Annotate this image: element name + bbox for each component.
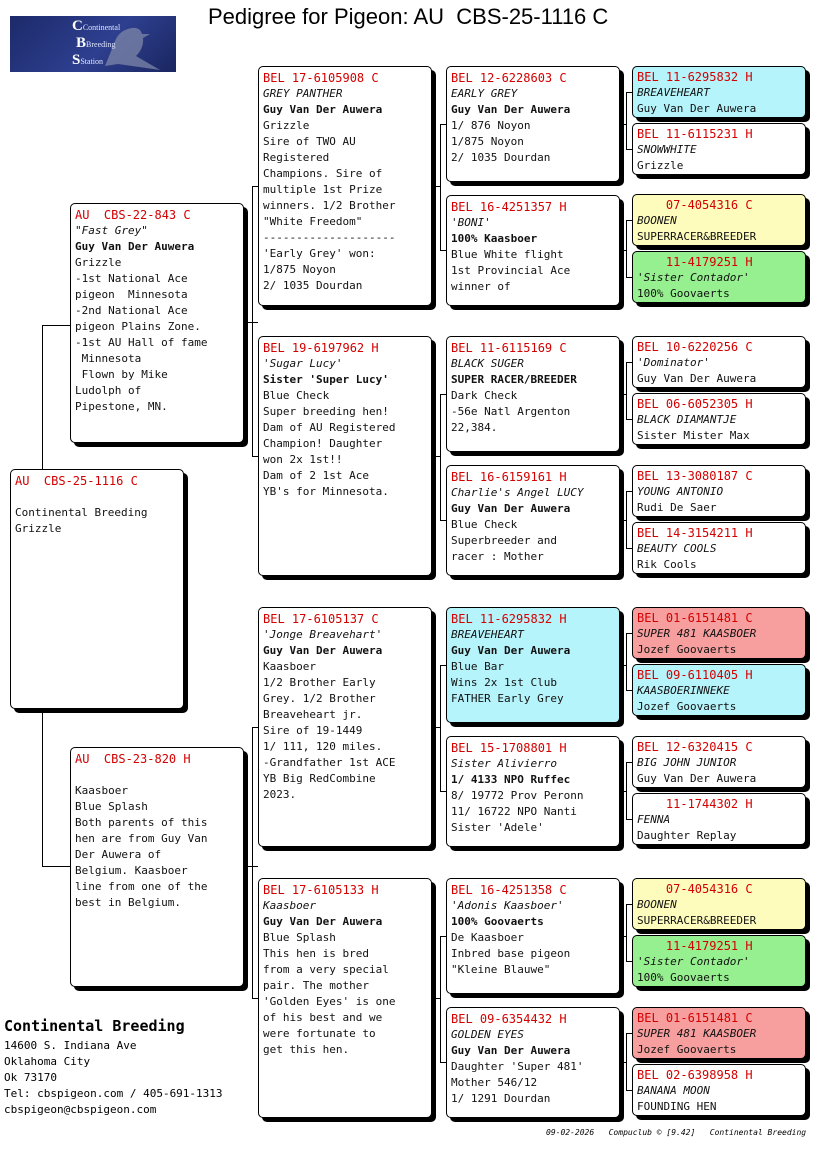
gen4-ancestor-card[interactable]: [632, 66, 806, 118]
breeder-name: Grizzle: [637, 159, 684, 172]
ring-number: BEL 14-3154211 H: [637, 526, 753, 540]
logo-word-2: BBreeding: [76, 35, 116, 51]
pigeon-name: BANANA MOON: [637, 1084, 710, 1097]
contact-line[interactable]: Tel: cbspigeon.com / 405-691-1313: [4, 1087, 223, 1100]
breeder-name: Sister 'Super Lucy': [263, 373, 389, 386]
ring-number: BEL 12-6320415 C: [637, 740, 753, 754]
ring-number: 11-1744302 H: [637, 797, 753, 811]
ring-number: 11-4179251 H: [637, 255, 753, 269]
pigeon-name: BEAUTY COOLS: [637, 542, 717, 555]
ring-number: BEL 16-4251357 H: [451, 200, 567, 214]
ring-number: BEL 10-6220256 C: [637, 340, 753, 354]
breeder-name: Daughter Replay: [637, 829, 737, 842]
great-grandparent-card[interactable]: [446, 736, 620, 847]
pedigree-connector-line: [626, 362, 627, 419]
logo-word-1: CContinental: [72, 18, 121, 34]
pigeon-name: FENNA: [637, 813, 671, 826]
pigeon-description: Grizzle -1st National Ace pigeon Minnesota -2nd National Ace pigeon Plains Zone. -1st AU Hall of fame Minnesota Flown by Mike Ludolph of Pipestone, MN.: [75, 256, 208, 413]
ring-number: AU CBS-22-843 C: [75, 208, 191, 222]
email-line[interactable]: cbspigeon@cbspigeon.com: [4, 1103, 157, 1116]
great-grandparent-card[interactable]: [446, 878, 620, 994]
subject-pigeon-card[interactable]: [10, 469, 184, 709]
pedigree-connector-line: [440, 936, 441, 1062]
pigeon-name: SUPER 481 KAASBOER: [637, 627, 757, 640]
pigeon-name: BOONEN: [637, 898, 677, 911]
great-grandparent-card[interactable]: [446, 195, 620, 306]
great-grandparent-card[interactable]: [446, 1007, 620, 1118]
ring-number: BEL 16-4251358 C: [451, 883, 567, 897]
breeder-name: Jozef Goovaerts: [637, 1043, 737, 1056]
pedigree-connector-line: [626, 762, 627, 819]
ring-number: AU CBS-23-820 H: [75, 752, 191, 766]
ring-number: BEL 09-6354432 H: [451, 1012, 567, 1026]
gen4-ancestor-card[interactable]: [632, 336, 806, 388]
breeder-name: Guy Van Der Auwera: [637, 772, 757, 785]
pigeon-description: Continental Breeding Grizzle: [15, 506, 148, 535]
breeder-name: 100% Goovaerts: [451, 915, 544, 928]
breeder-name: SUPERRACER&BREEDER: [637, 230, 757, 243]
gen4-ancestor-card[interactable]: [632, 736, 806, 788]
breeder-name: 100% Kaasboer: [451, 232, 538, 245]
pigeon-name: BOONEN: [637, 214, 677, 227]
pigeon-description: Blue Splash This hen is bred from a very special pair. The mother 'Golden Eyes' is one of his best and we were fortunate to get this hen.: [263, 931, 396, 1056]
address-line: Oklahoma City: [4, 1055, 91, 1068]
gen4-ancestor-card[interactable]: [632, 793, 806, 845]
pigeon-description: Blue Check Super breeding hen! Dam of AU Registered Champion! Daughter won 2x 1st!! Dam of 2 1st Ace YB's for Minnesota.: [263, 389, 396, 498]
pigeon-name: 'Sister Contador': [637, 955, 750, 968]
pigeon-name: GREY PANTHER: [263, 87, 343, 100]
pedigree-connector-line: [626, 904, 627, 961]
grandparent-card[interactable]: [258, 66, 432, 306]
ring-number: 07-4054316 C: [637, 882, 753, 896]
ring-number: 07-4054316 C: [637, 198, 753, 212]
page-title: Pedigree for Pigeon: AU CBS-25-1116 C: [208, 4, 609, 29]
grandparent-card[interactable]: [258, 607, 432, 847]
pedigree-connector-line: [432, 186, 440, 187]
pigeon-description: Kaasboer 1/2 Brother Early Grey. 1/2 Brother Breaveheart jr. Sire of 19-1449 1/ 111, 120 miles. -Grandfather 1st ACE YB Big RedCombine 2023.: [263, 660, 396, 801]
pigeon-description: 1/ 876 Noyon 1/875 Noyon 2/ 1035 Dourdan: [451, 119, 551, 164]
pigeon-description: De Kaasboer Inbred base pigeon "Kleine Blauwe": [451, 931, 571, 976]
breeder-name: Guy Van Der Auwera: [637, 372, 757, 385]
breeder-name: 100% Goovaerts: [637, 287, 730, 300]
pedigree-connector-line: [440, 665, 441, 791]
ring-number: BEL 01-6151481 C: [637, 611, 753, 625]
pigeon-name: 'Dominator': [637, 356, 710, 369]
pigeon-description: 8/ 19772 Prov Peronn 11/ 16722 NPO Nanti Sister 'Adele': [451, 789, 584, 834]
gen4-ancestor-card[interactable]: [632, 1064, 806, 1116]
pigeon-name: BLACK DIAMANTJE: [637, 413, 737, 426]
pedigree-connector-line: [244, 866, 258, 867]
pigeon-name: "Fast Grey": [75, 224, 148, 237]
ring-number: 11-4179251 H: [637, 939, 753, 953]
ring-number: BEL 11-6115169 C: [451, 341, 567, 355]
breeder-name: 1/ 4133 NPO Ruffec: [451, 773, 571, 786]
pigeon-description: Daughter 'Super 481' Mother 546/12 1/ 1291 Dourdan: [451, 1060, 584, 1105]
ring-number: BEL 01-6151481 C: [637, 1011, 753, 1025]
gen4-ancestor-card[interactable]: [632, 465, 806, 517]
pigeon-name: YOUNG ANTONIO: [637, 485, 724, 498]
address-line: 14600 S. Indiana Ave: [4, 1039, 137, 1052]
ring-number: BEL 11-6295832 H: [451, 612, 567, 626]
gen4-ancestor-card[interactable]: [632, 393, 806, 445]
pigeon-name: SUPER 481 KAASBOER: [637, 1027, 757, 1040]
station-logo: [10, 16, 176, 72]
pedigree-connector-line: [440, 394, 441, 520]
gen4-ancestor-card[interactable]: [632, 522, 806, 574]
pigeon-description: Kaasboer Blue Splash Both parents of this hen are from Guy Van Der Auwera of Belgium. Kaasboer line from one of the best in Belgium.: [75, 784, 208, 909]
gen4-ancestor-card[interactable]: [632, 1007, 806, 1059]
pigeon-name: SNOWWHITE: [637, 143, 697, 156]
pedigree-connector-line: [42, 325, 43, 469]
ring-number: BEL 11-6115231 H: [637, 127, 753, 141]
ring-number: BEL 06-6052305 H: [637, 397, 753, 411]
pigeon-name: GOLDEN EYES: [451, 1028, 524, 1041]
pigeon-description: Blue Check Superbreeder and racer : Mother: [451, 518, 557, 563]
address-line: Ok 73170: [4, 1071, 57, 1084]
gen4-ancestor-card[interactable]: [632, 123, 806, 175]
gen4-ancestor-card[interactable]: [632, 251, 806, 303]
pedigree-connector-line: [252, 727, 253, 998]
pigeon-description: Grizzle Sire of TWO AU Registered Champions. Sire of multiple 1st Prize winners. 1/2 Brother "White Freedom" -------------------- 'Early Grey' won: 1/875 Noyon 2/ 1035 Dourdan: [263, 119, 396, 292]
breeder-name: FOUNDING HEN: [637, 1100, 717, 1113]
gen4-ancestor-card[interactable]: [632, 878, 806, 930]
pedigree-connector-line: [440, 124, 441, 250]
ring-number: BEL 11-6295832 H: [637, 70, 753, 84]
pigeon-name: Kaasboer: [263, 899, 316, 912]
ring-number: BEL 16-6159161 H: [451, 470, 567, 484]
great-grandparent-card[interactable]: [446, 465, 620, 576]
ring-number: AU CBS-25-1116 C: [15, 474, 138, 488]
pigeon-name: KAASBOERINNEKE: [637, 684, 730, 697]
pedigree-connector-line: [432, 456, 440, 457]
breeder-name: Guy Van Der Auwera: [75, 240, 195, 253]
breeder-contact-block: [4, 1018, 223, 1118]
grandparent-card[interactable]: [258, 336, 432, 576]
pigeon-name: Charlie's Angel LUCY: [451, 486, 584, 499]
breeder-name: Guy Van Der Auwera: [263, 103, 383, 116]
ring-number: BEL 17-6105137 C: [263, 612, 379, 626]
breeder-name: Guy Van Der Auwera: [263, 915, 383, 928]
ring-number: BEL 17-6105908 C: [263, 71, 379, 85]
pedigree-connector-line: [626, 92, 627, 149]
pigeon-name: 'Adonis Kaasboer': [451, 899, 564, 912]
pigeon-name: 'Sister Contador': [637, 271, 750, 284]
sire-card[interactable]: [70, 203, 244, 443]
pedigree-connector-line: [42, 325, 70, 326]
pedigree-connector-line: [432, 727, 440, 728]
breeder-name: Guy Van Der Auwera: [263, 644, 383, 657]
ring-number: BEL 13-3080187 C: [637, 469, 753, 483]
pigeon-name: 'Jonge Breavehart': [263, 628, 383, 641]
pedigree-connector-line: [626, 1033, 627, 1090]
pedigree-connector-line: [626, 633, 627, 690]
pedigree-connector-line: [42, 866, 70, 867]
gen4-ancestor-card[interactable]: [632, 194, 806, 246]
breeder-name: SUPER RACER/BREEDER: [451, 373, 577, 386]
breeder-name: Jozef Goovaerts: [637, 643, 737, 656]
ring-number: BEL 15-1708801 H: [451, 741, 567, 755]
breeder-name: Guy Van Der Auwera: [451, 502, 571, 515]
pedigree-connector-line: [244, 322, 258, 323]
pigeon-name: BLACK SUGER: [451, 357, 524, 370]
pigeon-name: 'BONI': [451, 216, 491, 229]
logo-word-3: SStation: [72, 52, 104, 68]
pigeon-name: Sister Alivierro: [451, 757, 557, 770]
breeder-name: Guy Van Der Auwera: [637, 102, 757, 115]
pedigree-connector-line: [626, 491, 627, 548]
breeder-name: SUPERRACER&BREEDER: [637, 914, 757, 927]
breeder-name: Rudi De Saer: [637, 501, 717, 514]
breeder-business-name: Continental Breeding: [4, 1017, 185, 1035]
gen4-ancestor-card[interactable]: [632, 664, 806, 716]
gen4-ancestor-card[interactable]: [632, 607, 806, 659]
breeder-name: Guy Van Der Auwera: [451, 1044, 571, 1057]
pigeon-name: BREAVEHEART: [637, 86, 710, 99]
pigeon-description: Blue White flight 1st Provincial Ace winner of: [451, 248, 571, 293]
pigeon-name: BREAVEHEART: [451, 628, 524, 641]
pedigree-connector-line: [626, 220, 627, 277]
breeder-name: 100% Goovaerts: [637, 971, 730, 984]
pigeon-description: Dark Check -56e Natl Argenton 22,384.: [451, 389, 571, 434]
gen4-ancestor-card[interactable]: [632, 935, 806, 987]
breeder-name: Guy Van Der Auwera: [451, 103, 571, 116]
pigeon-name: 'Sugar Lucy': [263, 357, 343, 370]
great-grandparent-card[interactable]: [446, 66, 620, 182]
breeder-name: Sister Mister Max: [637, 429, 750, 442]
grandparent-card[interactable]: [258, 878, 432, 1118]
ring-number: BEL 19-6197962 H: [263, 341, 379, 355]
breeder-name: Guy Van Der Auwera: [451, 644, 571, 657]
ring-number: BEL 02-6398958 H: [637, 1068, 753, 1082]
pigeon-description: Blue Bar Wins 2x 1st Club FATHER Early Grey: [451, 660, 564, 705]
pigeon-name: EARLY GREY: [451, 87, 518, 100]
great-grandparent-card[interactable]: [446, 336, 620, 452]
breeder-name: Jozef Goovaerts: [637, 700, 737, 713]
ring-number: BEL 09-6110405 H: [637, 668, 753, 682]
pedigree-connector-line: [252, 186, 253, 456]
dam-card[interactable]: [70, 747, 244, 987]
great-grandparent-card[interactable]: [446, 607, 620, 723]
breeder-name: Rik Cools: [637, 558, 697, 571]
pedigree-connector-line: [42, 709, 43, 866]
pigeon-name: BIG JOHN JUNIOR: [637, 756, 737, 769]
ring-number: BEL 12-6228603 C: [451, 71, 567, 85]
pedigree-connector-line: [432, 998, 440, 999]
ring-number: BEL 17-6105133 H: [263, 883, 379, 897]
footer-credit: 09-02-2026 Compuclub © [9.42] Continental Breeding: [546, 1128, 807, 1137]
